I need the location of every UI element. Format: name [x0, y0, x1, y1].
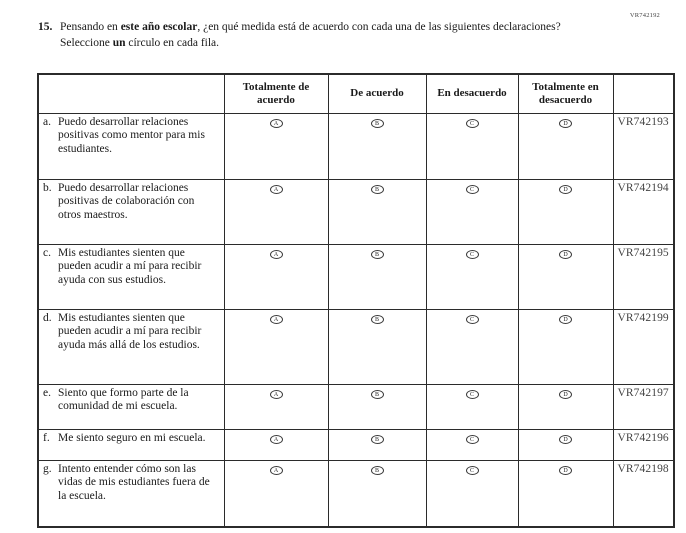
- row-code: VR742195: [613, 244, 674, 309]
- question-bold-phrase: este año escolar: [120, 21, 198, 33]
- option-a-bubble[interactable]: A: [270, 466, 283, 475]
- question-part: círculo en cada fila.: [125, 36, 220, 49]
- option-b-bubble[interactable]: B: [371, 185, 384, 194]
- row-statement: Siento que formo parte de la comunidad de mi escuela.: [58, 386, 189, 413]
- option-c-bubble[interactable]: C: [466, 119, 479, 128]
- option-b-bubble[interactable]: B: [371, 119, 384, 128]
- table-row: [38, 384, 674, 429]
- option-a-bubble[interactable]: A: [270, 315, 283, 324]
- row-letter: b.: [43, 181, 52, 194]
- statement-column-header: [38, 74, 224, 113]
- option-a-bubble[interactable]: A: [270, 119, 283, 128]
- table-row: [38, 179, 674, 244]
- option-b-bubble[interactable]: B: [371, 390, 384, 399]
- row-code: VR742193: [613, 113, 674, 179]
- agreement-matrix-table: [37, 73, 675, 528]
- option-c-bubble[interactable]: C: [466, 315, 479, 324]
- option-c-bubble[interactable]: C: [466, 185, 479, 194]
- table-row: [38, 429, 674, 460]
- code-column-header: [613, 74, 674, 113]
- question-body: [60, 20, 583, 51]
- question-part: , ¿en qué medida está de acuerdo con cada una de las siguientes declaraciones? Seleccione: [60, 21, 561, 49]
- option-b-bubble[interactable]: B: [371, 466, 384, 475]
- table-row: [38, 460, 674, 527]
- column-header-strongly-agree: Totalmente de acuerdo: [224, 74, 328, 113]
- question-bold-phrase: un: [112, 36, 126, 49]
- row-statement: Me siento seguro en mi escuela.: [58, 431, 206, 444]
- column-header-disagree: En desacuerdo: [426, 74, 518, 113]
- table-row: [38, 244, 674, 309]
- row-code: VR742198: [613, 460, 674, 527]
- option-a-bubble[interactable]: A: [270, 435, 283, 444]
- option-b-bubble[interactable]: B: [371, 250, 384, 259]
- option-d-bubble[interactable]: D: [559, 250, 572, 259]
- table-row: [38, 309, 674, 384]
- row-statement: Puedo desarrollar relaciones positivas de colaboración con otros maestros.: [58, 181, 195, 221]
- form-code: VR742192: [629, 12, 660, 19]
- table-row: [38, 113, 674, 179]
- row-letter: d.: [43, 311, 52, 324]
- row-code: VR742197: [613, 384, 674, 429]
- option-d-bubble[interactable]: D: [559, 315, 572, 324]
- row-letter: g.: [43, 462, 52, 475]
- row-code: VR742196: [613, 429, 674, 460]
- option-d-bubble[interactable]: D: [559, 390, 572, 399]
- row-statement: Mis estudiantes sienten que pueden acudir a mí para recibir ayuda más allá de los estudios.: [58, 311, 202, 351]
- option-d-bubble[interactable]: D: [559, 185, 572, 194]
- row-code: VR742194: [613, 179, 674, 244]
- row-code: VR742199: [613, 309, 674, 384]
- option-d-bubble[interactable]: D: [559, 435, 572, 444]
- option-b-bubble[interactable]: B: [371, 435, 384, 444]
- row-letter: c.: [43, 246, 51, 259]
- row-letter: e.: [43, 386, 51, 399]
- option-a-bubble[interactable]: A: [270, 185, 283, 194]
- header-row: [38, 74, 674, 113]
- option-a-bubble[interactable]: A: [270, 250, 283, 259]
- option-c-bubble[interactable]: C: [466, 250, 479, 259]
- option-c-bubble[interactable]: C: [466, 435, 479, 444]
- option-b-bubble[interactable]: B: [371, 315, 384, 324]
- row-statement: Mis estudiantes sienten que pueden acudir a mí para recibir ayuda con sus estudios.: [58, 246, 202, 286]
- column-header-strongly-disagree: Totalmente en desacuerdo: [518, 74, 613, 113]
- question-number: 15.: [38, 21, 53, 33]
- row-letter: a.: [43, 115, 51, 128]
- column-header-agree: De acuerdo: [328, 74, 426, 113]
- option-c-bubble[interactable]: C: [466, 466, 479, 475]
- option-a-bubble[interactable]: A: [270, 390, 283, 399]
- question-part: Pensando en: [60, 21, 121, 33]
- row-statement: Intento entender cómo son las vidas de mis estudiantes fuera de la escuela.: [58, 462, 210, 502]
- row-statement: Puedo desarrollar relaciones positivas como mentor para mis estudiantes.: [58, 115, 205, 155]
- option-d-bubble[interactable]: D: [559, 119, 572, 128]
- row-letter: f.: [43, 431, 50, 444]
- option-c-bubble[interactable]: C: [466, 390, 479, 399]
- option-d-bubble[interactable]: D: [559, 466, 572, 475]
- question-text: [38, 20, 583, 51]
